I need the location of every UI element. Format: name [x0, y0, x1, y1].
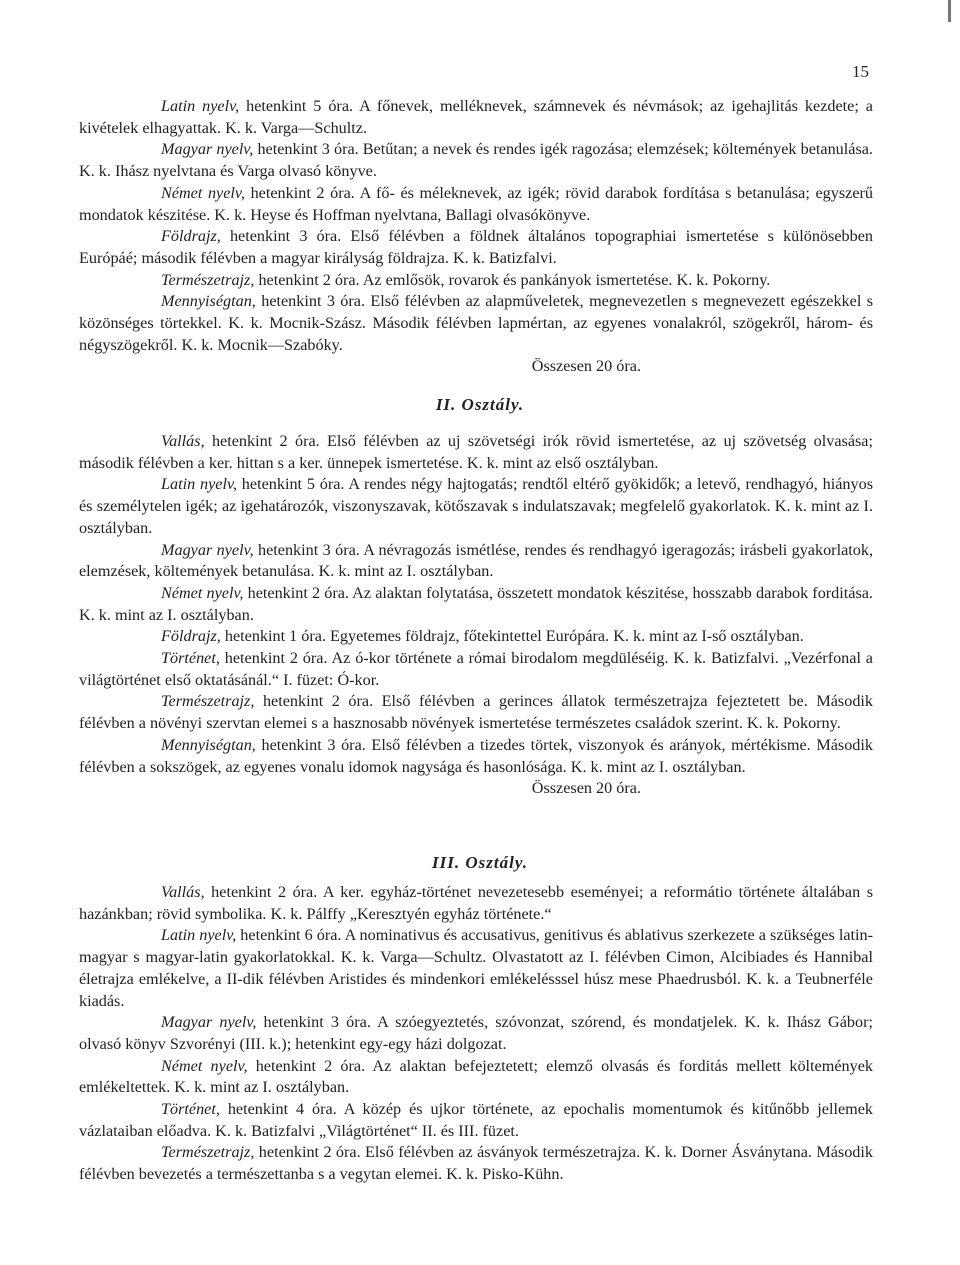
- subject-name: Német nyelv,: [161, 1056, 248, 1075]
- subject-description: hetenkint 3 óra. A névragozás ismétlése, rendes és rendhagyó igeragozás; irásbeli gyakorlatok, elemzések, költemények betanulása. K. k. mint az I. osztályban.: [79, 540, 873, 581]
- subject-name: Természetrajz,: [161, 270, 255, 289]
- subject-name: Természetrajz,: [161, 692, 255, 711]
- subject-paragraph: [79, 1012, 873, 1055]
- subject-paragraph: [79, 691, 873, 734]
- subject-description: hetenkint 2 óra. A ker. egyház-történet nevezetesebb eseményei; a reformátio története általában s hazánkban; rövid symbolika. K. k. Pálffy „Keresztyén egyház története.“: [79, 883, 873, 923]
- section-3-block: [79, 882, 873, 1186]
- subject-description: hetenkint 5 óra. A rendes négy hajtogatás; rendtől eltérő gyökidők; a letevő, rendhagyó, hiányos és személytelen igék; az igehatározók, viszonyszavak, kötőszavak s indulatszavak; megfelelő gyakorlatok. K. k. mint az I. osztályban.: [79, 475, 873, 537]
- subject-description: hetenkint 6 óra. A nominativus és accusativus, genitivus és ablativus szerkezete a szükséges latin-magyar s magyar-latin gyakorlatokkal. K. k. Varga—Schultz. Olvastatott az I. félévben Cimon, Alcibiades és Hannibal életrajza emlékelve, a II-dik félévben Aristides és mindenkori emlékelésssel húsz mese Phaedrusból. K. k. a Teubnerféle kiadás.: [79, 926, 873, 1010]
- subject-paragraph: [79, 270, 873, 292]
- subject-description: hetenkint 4 óra. A közép és ujkor története, az epochalis momentumok és kitűnőbb jellemek vázlataiban előadva. K. k. Batizfalvi „Világtörténet“ II. és III. füzet.: [79, 1100, 873, 1140]
- subject-paragraph: [79, 431, 873, 474]
- subject-paragraph: [79, 226, 873, 269]
- subject-name: Vallás,: [161, 432, 205, 450]
- subject-name: Latin nyelv,: [161, 475, 237, 494]
- subject-description: hetenkint 2 óra. Az alaktan befejeztetett; elemző olvasás és forditás mellett költemények emlékeltettek. K. k. mint az I. osztályban.: [79, 1056, 873, 1097]
- subject-name: Mennyiségtan,: [161, 292, 256, 311]
- subject-paragraph: [79, 474, 873, 539]
- subject-description: hetenkint 2 óra. Az emlősök, rovarok és pankányok ismertetése. K. k. Pokorny.: [254, 270, 771, 289]
- subject-name: Magyar nyelv,: [161, 1013, 257, 1032]
- subject-paragraph: [79, 96, 873, 139]
- subject-paragraph: [79, 540, 873, 583]
- subject-name: Földrajz,: [161, 627, 221, 646]
- subject-paragraph: [79, 1056, 873, 1099]
- subject-description: hetenkint 3 óra. Első félévben a földnek általános topographiai ismertetése s különösebben Európáé; második félévben a magyar királyság földrajza. K. k. Batizfalvi.: [79, 227, 873, 267]
- subject-paragraph: [79, 1099, 873, 1142]
- subject-description: hetenkint 1 óra. Egyetemes földrajz, főtekintettel Európára. K. k. mint az I-ső osztályban.: [220, 627, 804, 646]
- subject-name: Latin nyelv,: [161, 926, 237, 945]
- subject-name: Magyar nyelv,: [161, 540, 254, 559]
- subject-description: hetenkint 2 óra. Első félévben a gerinces állatok természetrajza fejeztetett be. Második félévben a növényi szervtan elemei s a hasznosabb növények ismertetése természetes családok szerint. K. k. Pokorny.: [79, 692, 873, 733]
- subject-description: hetenkint 3 óra. Első félévben az alapműveletek, megnevezetlen s megnevezett egészekkel s közönséges törtekkel. K. k. Mocnik-Szász. Második félévben lapmértan, az egyenes vonalakról, szögekről, három- és négyszögekről. K. k. Mocnik—Szabóky.: [79, 292, 873, 354]
- total-hours: Összesen 20 óra.: [531, 357, 641, 376]
- total-hours: Összesen 20 óra.: [531, 779, 641, 798]
- subject-description: hetenkint 2 óra. Első félévben az ásványok természetrajza. K. k. Dorner Ásványtana. Második félévben bevezetés a természettanba s a vegytan elemei. K. k. Pisko-Kühn.: [79, 1143, 873, 1184]
- subject-name: Földrajz,: [161, 227, 221, 246]
- subject-description: hetenkint 2 óra. A fő- és méleknevek, az igék; rövid darabok fordítása s betanulása; egyszerű mondatok készitése. K. k. Heyse és Hoffman nyelvtana, Ballagi olvasókönyve.: [79, 183, 873, 224]
- subject-name: Német nyelv,: [161, 583, 244, 602]
- subject-name: Vallás,: [161, 883, 205, 901]
- section-2-heading: II. Osztály.: [435, 395, 525, 414]
- subject-name: Természetrajz,: [161, 1143, 255, 1162]
- subject-name: Magyar nyelv,: [161, 140, 254, 159]
- page-number: 15: [852, 62, 869, 81]
- subject-paragraph: [79, 925, 873, 1012]
- subject-description: hetenkint 2 óra. Az ó-kor története a római birodalom megdüléséig. K. k. Batizfalvi. „Vezérfonal a világtörténet első oktatásánál.“ I. füzet: Ó-kor.: [79, 649, 873, 689]
- subject-name: Latin nyelv,: [161, 97, 240, 115]
- subject-paragraph: [79, 882, 873, 925]
- subject-paragraph: [79, 648, 873, 691]
- subject-description: hetenkint 2 óra. Első félévben az uj szövetségi irók rövid ismertetése, az uj szövetség olvasása; második félévben a ker. hittan s a ker. ünnepek ismertetése. K. k. mint az első osztályban.: [79, 432, 873, 472]
- subject-description: hetenkint 5 óra. A főnevek, melléknevek, számnevek és névmások; az igehajlitás kezdete; a kivételek elhagyattak. K. k. Varga—Schultz.: [79, 97, 873, 137]
- subject-name: Német nyelv,: [161, 183, 245, 202]
- subject-name: Történet,: [161, 1100, 220, 1119]
- section-1-block: [79, 96, 873, 378]
- subject-paragraph: [79, 139, 873, 182]
- scan-edge-mark: [948, 0, 951, 22]
- subject-name: Mennyiségtan,: [161, 735, 256, 754]
- subject-paragraph: [79, 291, 873, 356]
- subject-paragraph: [79, 626, 873, 648]
- subject-description: hetenkint 3 óra. Első félévben a tizedes törtek, viszonyok és arányok, mértékisme. Második félévben a sokszögek, az egyenes vonalu idomok nagysága és hasonlósága. K. k. mint az I. osztályban.: [79, 735, 873, 776]
- subject-name: Történet,: [161, 649, 220, 668]
- subject-description: hetenkint 3 óra. Betűtan; a nevek és rendes igék ragozása; elemzések; költemények betanulása. K. k. Ihász nyelvtana és Varga olvasó könyve.: [79, 140, 873, 181]
- subject-description: hetenkint 3 óra. A szóegyeztetés, szóvonzat, szórend, és mondatjelek. K. k. Ihász Gábor; olvasó könyv Szvorényi (III. k.); hetenkint egy-egy házi dolgozat.: [79, 1013, 873, 1053]
- section-2-block: [79, 431, 873, 800]
- section-3-heading: III. Osztály.: [432, 853, 528, 872]
- subject-paragraph: [79, 583, 873, 626]
- subject-paragraph: [79, 735, 873, 778]
- subject-paragraph: [79, 183, 873, 226]
- subject-description: hetenkint 2 óra. Az alaktan folytatása, összetett mondatok készitése, hosszabb darabok forditása. K. k. mint az I. osztályban.: [79, 583, 873, 624]
- subject-paragraph: [79, 1142, 873, 1185]
